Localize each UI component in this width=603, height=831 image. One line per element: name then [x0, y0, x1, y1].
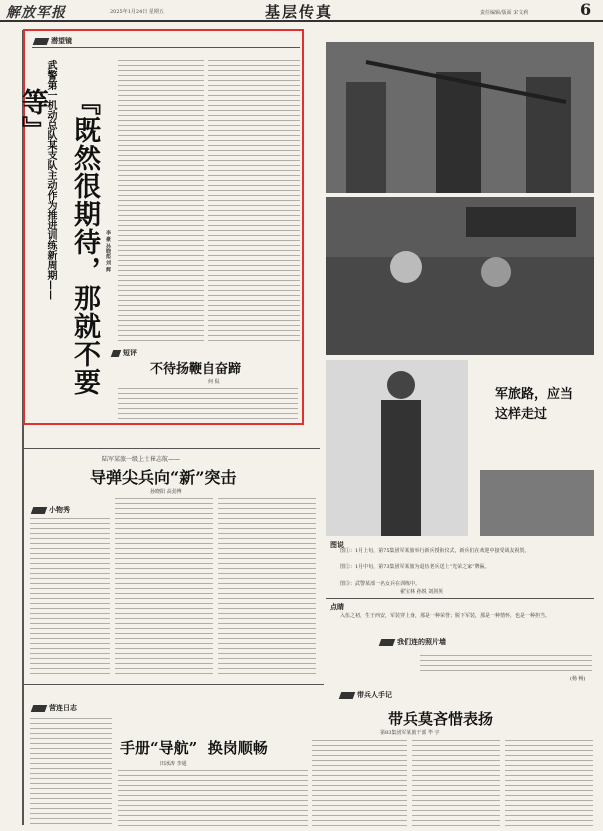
commentary-body: [118, 388, 298, 420]
notes-badge-label: 带兵人手记: [357, 691, 392, 699]
commentary-byline: 何 侃: [208, 379, 220, 385]
page-number: 6: [580, 0, 592, 19]
story-subhead: 武警第一机动总队某支队主动作为推进训练新周期——: [45, 60, 56, 300]
section-rule-2: [24, 448, 320, 449]
missile-byline: 孙晓阳 高劲博: [150, 489, 182, 495]
photo-wall-badge: [380, 637, 446, 647]
badge-mark-icon: [33, 38, 50, 45]
photo-caption-1: 图①：1月上旬，第75集团军某旅举行新兵授衔仪式，新兵们在欢迎中接受战友祝贺。: [340, 548, 530, 554]
small-item-badge: [32, 505, 70, 515]
notes-badge: [340, 690, 392, 700]
badge-rule: [32, 47, 300, 48]
missile-body-col3: [218, 498, 316, 678]
point-badge: [330, 602, 344, 612]
post-badge-label: 营连日志: [49, 704, 77, 712]
story-body-col2: [208, 60, 300, 342]
post-badge: [32, 703, 77, 713]
post-body-col5: [505, 740, 593, 826]
badge-mark-icon: [31, 507, 48, 514]
post-byline: 田冰涛 李通: [160, 761, 187, 767]
missile-body-col2: [115, 498, 213, 678]
small-item-label: 小物秀: [49, 506, 70, 514]
photo-cadets-art: [480, 470, 594, 536]
post-body-col3: [312, 740, 407, 826]
photo-soldiers-rifles: [326, 42, 594, 193]
section-title: 基层传真: [265, 3, 334, 21]
military-trip-headline: 军旅路，应当这样走过: [495, 387, 574, 422]
point-text: 入伍之初，生于西安，军装穿上身，那是一种荣誉；脱下军装，那是一种情怀，也是一种担当。: [340, 613, 551, 619]
section-rule: [326, 598, 594, 599]
missile-headline: 导弹尖兵向“新”突击: [90, 468, 237, 487]
editor-credit: 责任编辑/版面 宋文莉: [480, 10, 529, 16]
photo-family-banner: [326, 197, 594, 355]
missile-body-col1: [30, 518, 110, 678]
photo-soldiers-rifles-art: [326, 42, 594, 193]
photo-wall-credit: (杨 畅): [570, 676, 586, 682]
photo-female-soldier-art: [326, 360, 468, 536]
missile-kicker: 陆军某旅一级上士崔志航——: [102, 456, 181, 463]
point-badge-label: 点睛: [330, 603, 344, 611]
photo-cadets: [480, 470, 594, 536]
badge-mark-icon: [339, 692, 356, 699]
photo-wall-label: 我们连的照片墙: [397, 638, 446, 646]
troops-headline: 带兵莫吝惜表扬: [388, 710, 494, 728]
commentary-badge: [112, 348, 137, 358]
photo-wall-text: [420, 655, 592, 675]
post-body-col2: [118, 770, 308, 826]
story-badge-label: 潜望镜: [51, 37, 72, 45]
post-headline: 手册“导航” 换岗顺畅: [120, 739, 268, 757]
story-badge: [34, 36, 72, 46]
story-headline: 『既然很期待，那就不要等』: [17, 88, 100, 396]
photo-credit: 翟宝林 孙锐 刘剑英: [400, 589, 444, 595]
troops-byline: 第83集团军某旅干部 毕 宇: [380, 730, 440, 736]
story-byline: 李 豪 孙晓彪 刘 辉: [105, 230, 111, 272]
photo-family-banner-art: [326, 197, 594, 355]
photo-female-soldier: [326, 360, 468, 536]
post-body-col1: [30, 718, 112, 826]
caption-badge-label: 图说: [330, 541, 344, 549]
badge-mark-icon: [31, 705, 48, 712]
photo-caption-2: 图②：1月中旬，第73集团军某旅为退伍老兵送上“光荣之家”牌匾。: [340, 564, 490, 570]
post-body-col4: [412, 740, 500, 826]
badge-mark-icon: [379, 639, 396, 646]
commentary-badge-label: 短评: [123, 349, 137, 357]
commentary-headline: 不待扬鞭自奋蹄: [150, 362, 242, 377]
issue-date: 2025年1月24日 星期五: [110, 9, 164, 15]
photo-caption-3: 图③：武警某部一名女兵在训练中。: [340, 581, 421, 587]
section-rule-3: [24, 684, 324, 685]
masthead-logo: 解放军报: [6, 5, 66, 21]
badge-mark-icon: [111, 350, 122, 357]
story-body-col1: [118, 60, 204, 342]
